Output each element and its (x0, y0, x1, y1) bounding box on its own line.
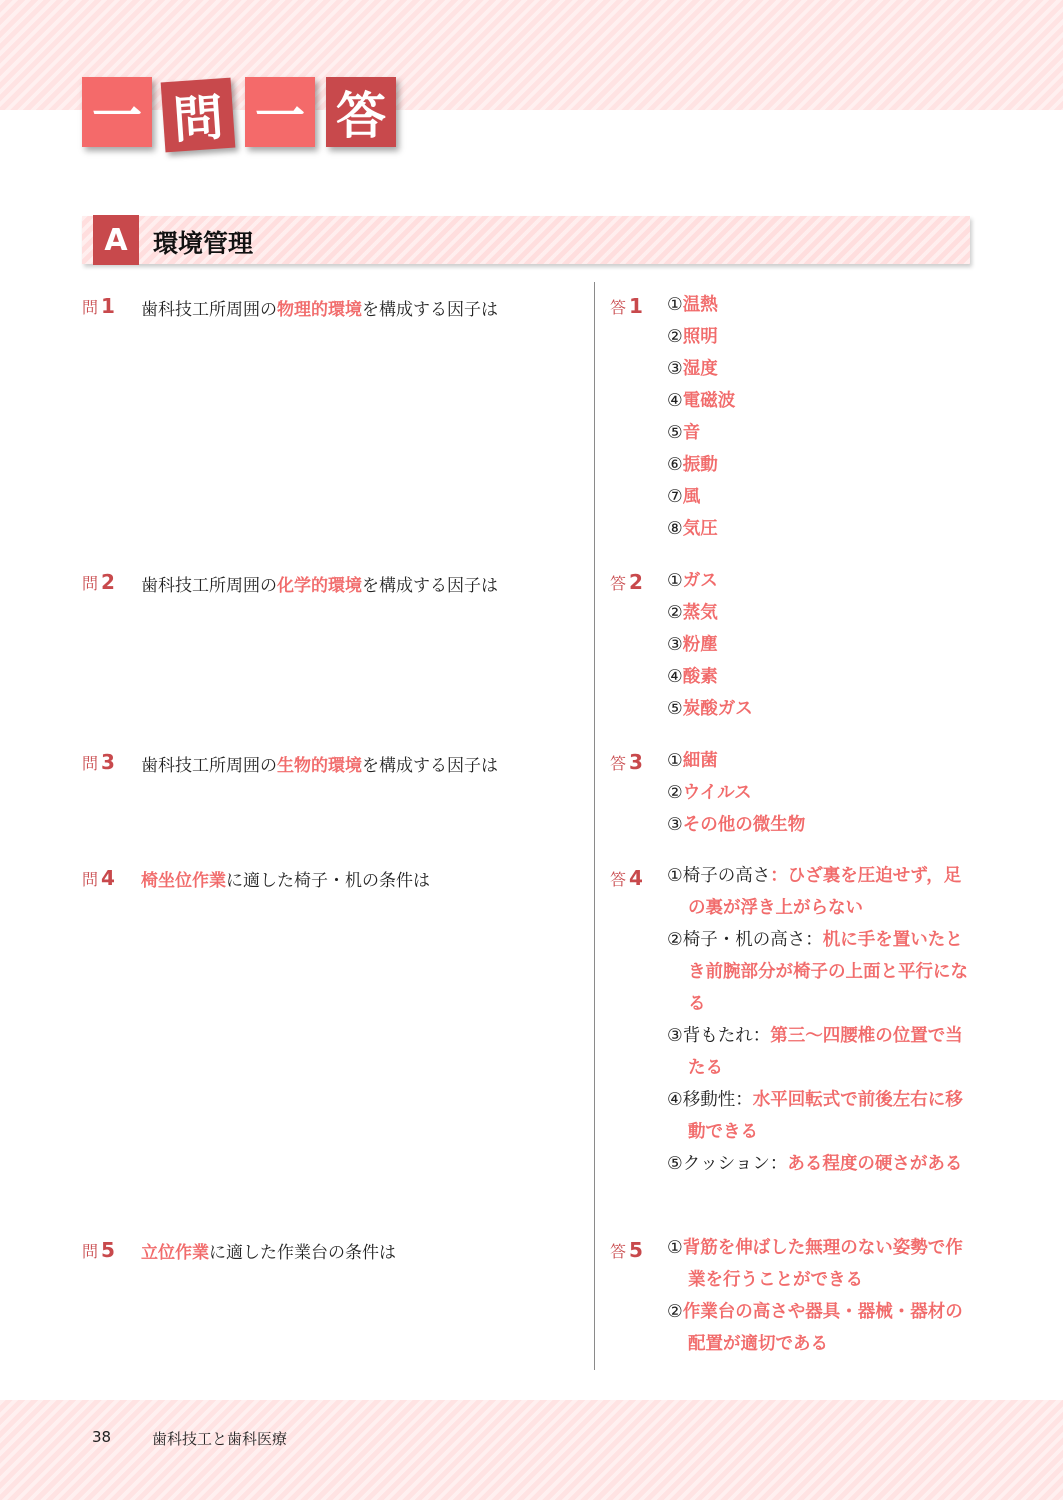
answer-list-2 (667, 565, 977, 725)
section-title: 環境管理 (153, 229, 254, 258)
question-label-4 (82, 866, 115, 890)
page-number: 38 (92, 1428, 112, 1446)
list-item: ③その他の微生物 (667, 815, 806, 835)
question-text-4 (141, 866, 430, 891)
column-divider (594, 282, 595, 1370)
list-item: ③背もたれ：第三～四腰椎の位置で当たる (667, 1026, 963, 1078)
question-text-1 (141, 295, 498, 320)
list-item: ①細菌 (667, 751, 718, 771)
answer-list-1 (667, 289, 977, 545)
header-band (0, 0, 1063, 110)
question-text-5 (141, 1238, 396, 1263)
list-item: ③粉塵 (667, 635, 718, 655)
list-item: ⑥振動 (667, 455, 718, 475)
answer-prefix: 答 (610, 754, 627, 773)
answer-list-4 (667, 860, 977, 1180)
answer-list-3 (667, 745, 977, 841)
question-number: 2 (101, 570, 115, 594)
list-item: ④電磁波 (667, 391, 736, 411)
list-item: ②蒸気 (667, 603, 718, 623)
list-item: ①ガス (667, 571, 718, 591)
question-prefix: 問 (82, 574, 99, 593)
title-tile-1: 一 (82, 77, 152, 147)
answer-label-5 (610, 1238, 643, 1262)
answer-number: 3 (629, 750, 643, 774)
question-keyword: 椅坐位作業 (141, 871, 226, 891)
list-item: ①温熱 (667, 295, 718, 315)
list-item: ①椅子の高さ：ひざ裏を圧迫せず，足の裏が浮き上がらない (667, 866, 962, 918)
list-item: ③湿度 (667, 359, 718, 379)
answer-prefix: 答 (610, 1242, 627, 1261)
question-keyword: 化学的環境 (277, 576, 362, 596)
list-item: ②ウイルス (667, 783, 752, 803)
answer-label-2 (610, 570, 643, 594)
list-item: ②椅子・机の高さ：机に手を置いたとき前腕部分が椅子の上面と平行になる (667, 930, 968, 1014)
list-item: ⑤炭酸ガス (667, 699, 753, 719)
question-label-5 (82, 1238, 115, 1262)
question-number: 5 (101, 1238, 115, 1262)
book-title: 歯科技工と歯科医療 (152, 1430, 288, 1448)
question-number: 4 (101, 866, 115, 890)
question-keyword: 生物的環境 (277, 756, 362, 776)
question-label-3 (82, 750, 115, 774)
question-text-after: に適した作業台の条件は (209, 1243, 396, 1263)
section-letter-badge: A (93, 215, 139, 265)
answer-prefix: 答 (610, 574, 627, 593)
question-number: 3 (101, 750, 115, 774)
question-text-before: 歯科技工所周囲の (141, 576, 277, 596)
question-number: 1 (101, 294, 115, 318)
list-item: ④酸素 (667, 667, 718, 687)
title-tile-4: 答 (326, 77, 396, 147)
list-item: ⑤音 (667, 423, 701, 443)
answer-label-3 (610, 750, 643, 774)
list-item: ②照明 (667, 327, 718, 347)
title-tile-3: 一 (245, 77, 315, 147)
answer-prefix: 答 (610, 298, 627, 317)
question-text-3 (141, 751, 498, 776)
list-item: ①背筋を伸ばした無理のない姿勢で作業を行うことができる (667, 1238, 963, 1290)
question-prefix: 問 (82, 1242, 99, 1261)
question-prefix: 問 (82, 298, 99, 317)
answer-label-4 (610, 866, 643, 890)
list-item: ⑤クッション：ある程度の硬さがある (667, 1154, 963, 1174)
question-label-2 (82, 570, 115, 594)
answer-number: 1 (629, 294, 643, 318)
question-text-after: を構成する因子は (362, 576, 498, 596)
question-text-before: 歯科技工所周囲の (141, 300, 277, 320)
answer-label-1 (610, 294, 643, 318)
question-prefix: 問 (82, 754, 99, 773)
question-text-after: を構成する因子は (362, 756, 498, 776)
question-label-1 (82, 294, 115, 318)
answer-number: 5 (629, 1238, 643, 1262)
list-item: ⑦風 (667, 487, 701, 507)
answer-number: 4 (629, 866, 643, 890)
question-text-2 (141, 571, 498, 596)
list-item: ⑧気圧 (667, 519, 718, 539)
question-text-after: に適した椅子・机の条件は (226, 871, 430, 891)
question-prefix: 問 (82, 870, 99, 889)
answer-prefix: 答 (610, 870, 627, 889)
list-item: ④移動性：水平回転式で前後左右に移動できる (667, 1090, 963, 1142)
question-keyword: 立位作業 (141, 1243, 209, 1263)
title-tile-2: 問 (161, 78, 236, 153)
footer-band (0, 1400, 1063, 1500)
question-text-before: 歯科技工所周囲の (141, 756, 277, 776)
answer-list-5 (667, 1232, 977, 1360)
question-keyword: 物理的環境 (277, 300, 362, 320)
answer-number: 2 (629, 570, 643, 594)
question-text-after: を構成する因子は (362, 300, 498, 320)
list-item: ②作業台の高さや器具・器械・器材の配置が適切である (667, 1302, 963, 1354)
